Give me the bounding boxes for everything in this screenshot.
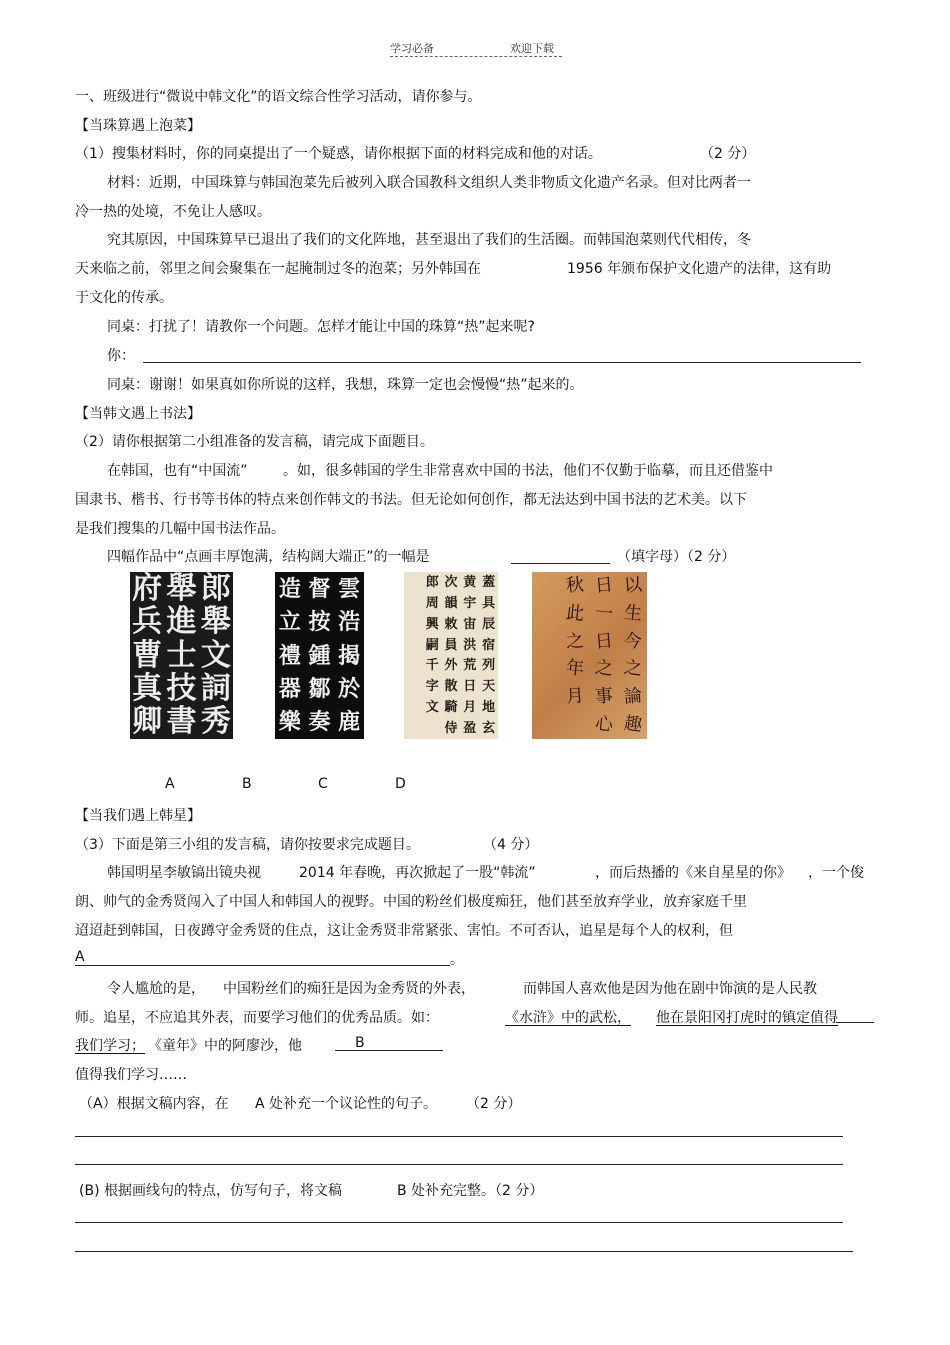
calligraphy-glyph: 宿	[482, 637, 496, 653]
classmate-question: 同桌：打扰了！请教你一个问题。怎样才能让中国的珠算“热”起来呢?	[107, 319, 535, 335]
part1-reason-line2a: 天来临之前，邻里之间会聚集在一起腌制过冬的泡菜；另外韩国在	[75, 261, 481, 277]
question-a: （A）根据文稿内容，在	[79, 1096, 229, 1112]
calligraphy-image-a	[130, 572, 233, 739]
calligraphy-glyph: 之	[622, 657, 643, 681]
answer-line-letter[interactable]	[511, 563, 610, 564]
question-a-score: （2 分）	[466, 1096, 522, 1112]
calligraphy-glyph: 詞	[200, 670, 231, 706]
part3-p2-a: 令人尴尬的是，	[107, 981, 205, 997]
part2-text-line1a: 在韩国，也有“中国流”	[107, 463, 248, 479]
calligraphy-glyph: 騎	[444, 700, 458, 716]
answer-line-qa-2[interactable]	[75, 1164, 843, 1165]
calligraphy-glyph: 禮	[278, 642, 301, 669]
calligraphy-glyph: 周	[425, 595, 439, 611]
answer-line-a[interactable]	[75, 965, 450, 966]
calligraphy-glyph: 宙	[463, 616, 477, 632]
calligraphy-glyph: 月	[463, 700, 477, 716]
part3-p2-b: 中国粉丝们的痴狂是因为金秀贤的外表，	[223, 981, 475, 997]
calligraphy-glyph: 舉	[166, 572, 197, 606]
calligraphy-glyph: 次	[444, 574, 458, 590]
calligraphy-glyph: 辰	[482, 616, 496, 632]
image-label-d: D	[395, 776, 406, 792]
image-label-a: A	[165, 776, 175, 792]
calligraphy-glyph: 荒	[463, 658, 477, 674]
part1-reason-line2b: 1956 年颁布保护文化遗产的法律，这有助	[567, 261, 832, 277]
calligraphy-glyph: 鄒	[308, 675, 331, 702]
calligraphy-glyph: 雲	[338, 575, 361, 602]
calligraphy-image-c	[404, 572, 498, 739]
part3-p2-line4: 值得我们学习……	[75, 1067, 187, 1083]
calligraphy-glyph: 員	[444, 637, 458, 653]
underlined-example-2: 他在景阳冈打虎时的镇定值得	[656, 1010, 838, 1026]
calligraphy-glyph: 兵	[132, 604, 163, 640]
part3-heading: 【当我们遇上韩星】	[75, 808, 201, 824]
calligraphy-glyph: 卿	[132, 704, 163, 739]
part3-p2-line2a: 师。追星，不应追其外表，而要学习他们的优秀品质。如：	[75, 1010, 439, 1026]
calligraphy-glyph: 器	[278, 675, 301, 702]
calligraphy-glyph: 宇	[463, 595, 477, 611]
header-right: 欢迎下载	[510, 42, 554, 55]
blank-a-end: 。	[450, 952, 464, 968]
calligraphy-glyph: 天	[482, 679, 496, 695]
calligraphy-glyph: 督	[308, 575, 331, 602]
calligraphy-glyph: 列	[482, 658, 496, 674]
calligraphy-glyph: 造	[278, 575, 301, 602]
you-label: 你：	[107, 348, 135, 364]
image-label-c: C	[318, 776, 328, 792]
calligraphy-glyph: 年	[565, 657, 586, 681]
calligraphy-glyph: 曹	[132, 637, 163, 673]
underline-extension	[836, 1022, 874, 1023]
calligraphy-glyph: 樂	[278, 709, 301, 736]
part1-material-line1: 材料：近期，中国珠算与韩国泡菜先后被列入联合国教科文组织人类非物质文化遗产名录。但对比两者一	[107, 175, 751, 191]
part2-prompt-tail: （填字母）（2 分）	[617, 549, 736, 565]
calligraphy-glyph: 秀	[200, 704, 231, 739]
calligraphy-glyph: 郎	[200, 572, 231, 606]
calligraphy-glyph: 生	[622, 601, 643, 625]
calligraphy-glyph: 趣	[622, 713, 643, 736]
calligraphy-glyph: 字	[425, 679, 439, 695]
calligraphy-glyph: 士	[166, 637, 197, 673]
calligraphy-glyph: 侍	[444, 721, 458, 737]
part3-p1-a: 韩国明星李敏镐出镜央视	[107, 865, 261, 881]
calligraphy-glyph: 技	[166, 670, 197, 706]
part1-reason-line3: 于文化的传承。	[75, 290, 173, 306]
calligraphy-glyph: 月	[565, 685, 585, 708]
calligraphy-glyph: 外	[444, 658, 458, 674]
calligraphy-glyph: 真	[132, 670, 163, 706]
calligraphy-glyph: 此	[565, 601, 586, 625]
header-divider	[390, 56, 562, 57]
part3-question: （3）下面是第三小组的发言稿，请你按要求完成题目。	[75, 837, 420, 853]
calligraphy-glyph: 進	[166, 604, 197, 640]
underlined-example-1: 《水浒》中的武松，	[505, 1010, 631, 1026]
part2-text-line1b: 。如，很多韩国的学生非常喜欢中国的书法，他们不仅勤于临摹，而且还借鉴中	[283, 463, 773, 479]
calligraphy-glyph: 於	[338, 675, 361, 702]
part3-p2-c: 而韩国人喜欢他是因为他在剧中饰演的是人民教	[523, 981, 817, 997]
question-b-b: B 处补充完整。（2 分）	[397, 1183, 544, 1199]
part1-heading: 【当珠算遇上泡菜】	[75, 118, 201, 134]
calligraphy-glyph: 立	[278, 609, 301, 636]
part1-material-line2: 冷一热的处境，不免让人感叹。	[75, 204, 271, 220]
underlined-example-3: 我们学习；	[75, 1038, 145, 1054]
calligraphy-glyph: 鹿	[338, 709, 361, 736]
calligraphy-glyph: 具	[482, 595, 496, 611]
classmate-thanks: 同桌：谢谢！如果真如你所说的这样，我想，珠算一定也会慢慢“热”起来的。	[107, 377, 584, 393]
answer-line-you[interactable]	[143, 362, 861, 363]
calligraphy-glyph: 今	[622, 629, 643, 653]
answer-line-qb-1[interactable]	[75, 1222, 843, 1223]
part2-question: （2）请你根据第二小组准备的发言稿，请完成下面题目。	[75, 434, 434, 450]
calligraphy-glyph: 按	[308, 609, 331, 636]
calligraphy-glyph: 敕	[444, 616, 458, 632]
calligraphy-glyph: 論	[622, 685, 643, 708]
calligraphy-glyph: 興	[425, 616, 439, 632]
calligraphy-glyph: 地	[482, 700, 496, 716]
calligraphy-glyph: 揭	[338, 642, 361, 669]
calligraphy-glyph: 玄	[482, 721, 496, 737]
calligraphy-glyph: 文	[425, 700, 439, 716]
image-label-b: B	[242, 776, 252, 792]
calligraphy-glyph: 韻	[444, 595, 458, 611]
part2-text-line3: 是我们搜集的几幅中国书法作品。	[75, 521, 285, 537]
calligraphy-glyph: 一	[593, 601, 614, 625]
answer-line-b[interactable]	[335, 1050, 443, 1051]
calligraphy-glyph: 書	[166, 704, 197, 739]
calligraphy-glyph: 蓋	[482, 574, 496, 590]
calligraphy-glyph: 日	[593, 574, 614, 597]
calligraphy-glyph: 之	[593, 657, 614, 681]
part2-prompt: 四幅作品中“点画丰厚饱满，结构阔大端正”的一幅是	[107, 549, 430, 565]
calligraphy-glyph: 散	[444, 679, 458, 695]
part2-text-line2: 国隶书、楷书、行书等书体的特点来创作韩文的书法。但无论如何创作，都无法达到中国书法的艺术美。以下	[75, 492, 747, 508]
calligraphy-image-d	[532, 572, 647, 739]
calligraphy-glyph: 舉	[200, 604, 231, 640]
calligraphy-glyph: 盈	[463, 721, 477, 737]
part1-question: （1）搜集材料时，你的同桌提出了一个疑惑，请你根据下面的材料完成和他的对话。	[75, 146, 602, 162]
part3-p1-line2: 朗、帅气的金秀贤闯入了中国人和韩国人的视野。中国的粉丝们极度痴狂，他们甚至放弃学业，放弃家庭千里	[75, 894, 747, 910]
part3-p2-line3b: 《童年》中的阿廖沙，他	[148, 1038, 302, 1054]
calligraphy-glyph: 府	[132, 572, 163, 606]
part3-p1-c: ，而后热播的《来自星星的你》	[595, 865, 791, 881]
calligraphy-glyph: 千	[425, 658, 439, 674]
blank-b-label: B	[355, 1035, 365, 1051]
answer-line-qb-2[interactable]	[75, 1251, 853, 1252]
part3-p1-d: ，一个俊	[808, 865, 864, 881]
question-b: (B) 根据画线句的特点，仿写句子，将文稿	[79, 1183, 342, 1199]
calligraphy-glyph: 奏	[308, 709, 331, 736]
calligraphy-glyph: 浩	[338, 609, 361, 636]
blank-a-label: A	[75, 949, 85, 965]
calligraphy-glyph: 日	[463, 679, 477, 695]
part2-heading: 【当韩文遇上书法】	[75, 406, 201, 422]
calligraphy-image-b	[275, 572, 364, 739]
answer-line-qa-1[interactable]	[75, 1136, 843, 1137]
part3-p1-b: 2014 年春晚，再次掀起了一股“韩流”	[299, 865, 536, 881]
question-a-b: A 处补充一个议论性的句子。	[255, 1096, 438, 1112]
part1-reason-line1: 究其原因，中国珠算早已退出了我们的文化阵地，甚至退出了我们的生活圈。而韩国泡菜则代代相传，冬	[107, 232, 751, 248]
calligraphy-glyph: 黄	[463, 574, 477, 590]
calligraphy-glyph: 心	[593, 713, 614, 736]
calligraphy-glyph: 以	[622, 574, 643, 597]
part3-p1-line3: 迢迢赶到韩国，日夜蹲守金秀贤的住点，这让金秀贤非常紧张、害怕。不可否认，追星是每个人的权利，但	[75, 923, 733, 939]
calligraphy-glyph: 鍾	[308, 642, 331, 669]
header-left: 学习必备	[390, 42, 434, 55]
calligraphy-glyph: 之	[565, 629, 585, 653]
section-title: 一、班级进行“微说中韩文化”的语文综合性学习活动，请你参与。	[75, 89, 482, 105]
calligraphy-glyph: 郎	[425, 574, 439, 590]
calligraphy-glyph: 事	[593, 685, 614, 708]
calligraphy-glyph: 洪	[463, 637, 477, 653]
calligraphy-glyph: 秋	[565, 574, 585, 597]
calligraphy-glyph: 日	[593, 629, 614, 653]
part1-score: （2 分）	[700, 146, 756, 162]
calligraphy-glyph: 嗣	[425, 637, 439, 653]
calligraphy-glyph: 文	[200, 637, 231, 673]
part3-score: （4 分）	[483, 837, 539, 853]
